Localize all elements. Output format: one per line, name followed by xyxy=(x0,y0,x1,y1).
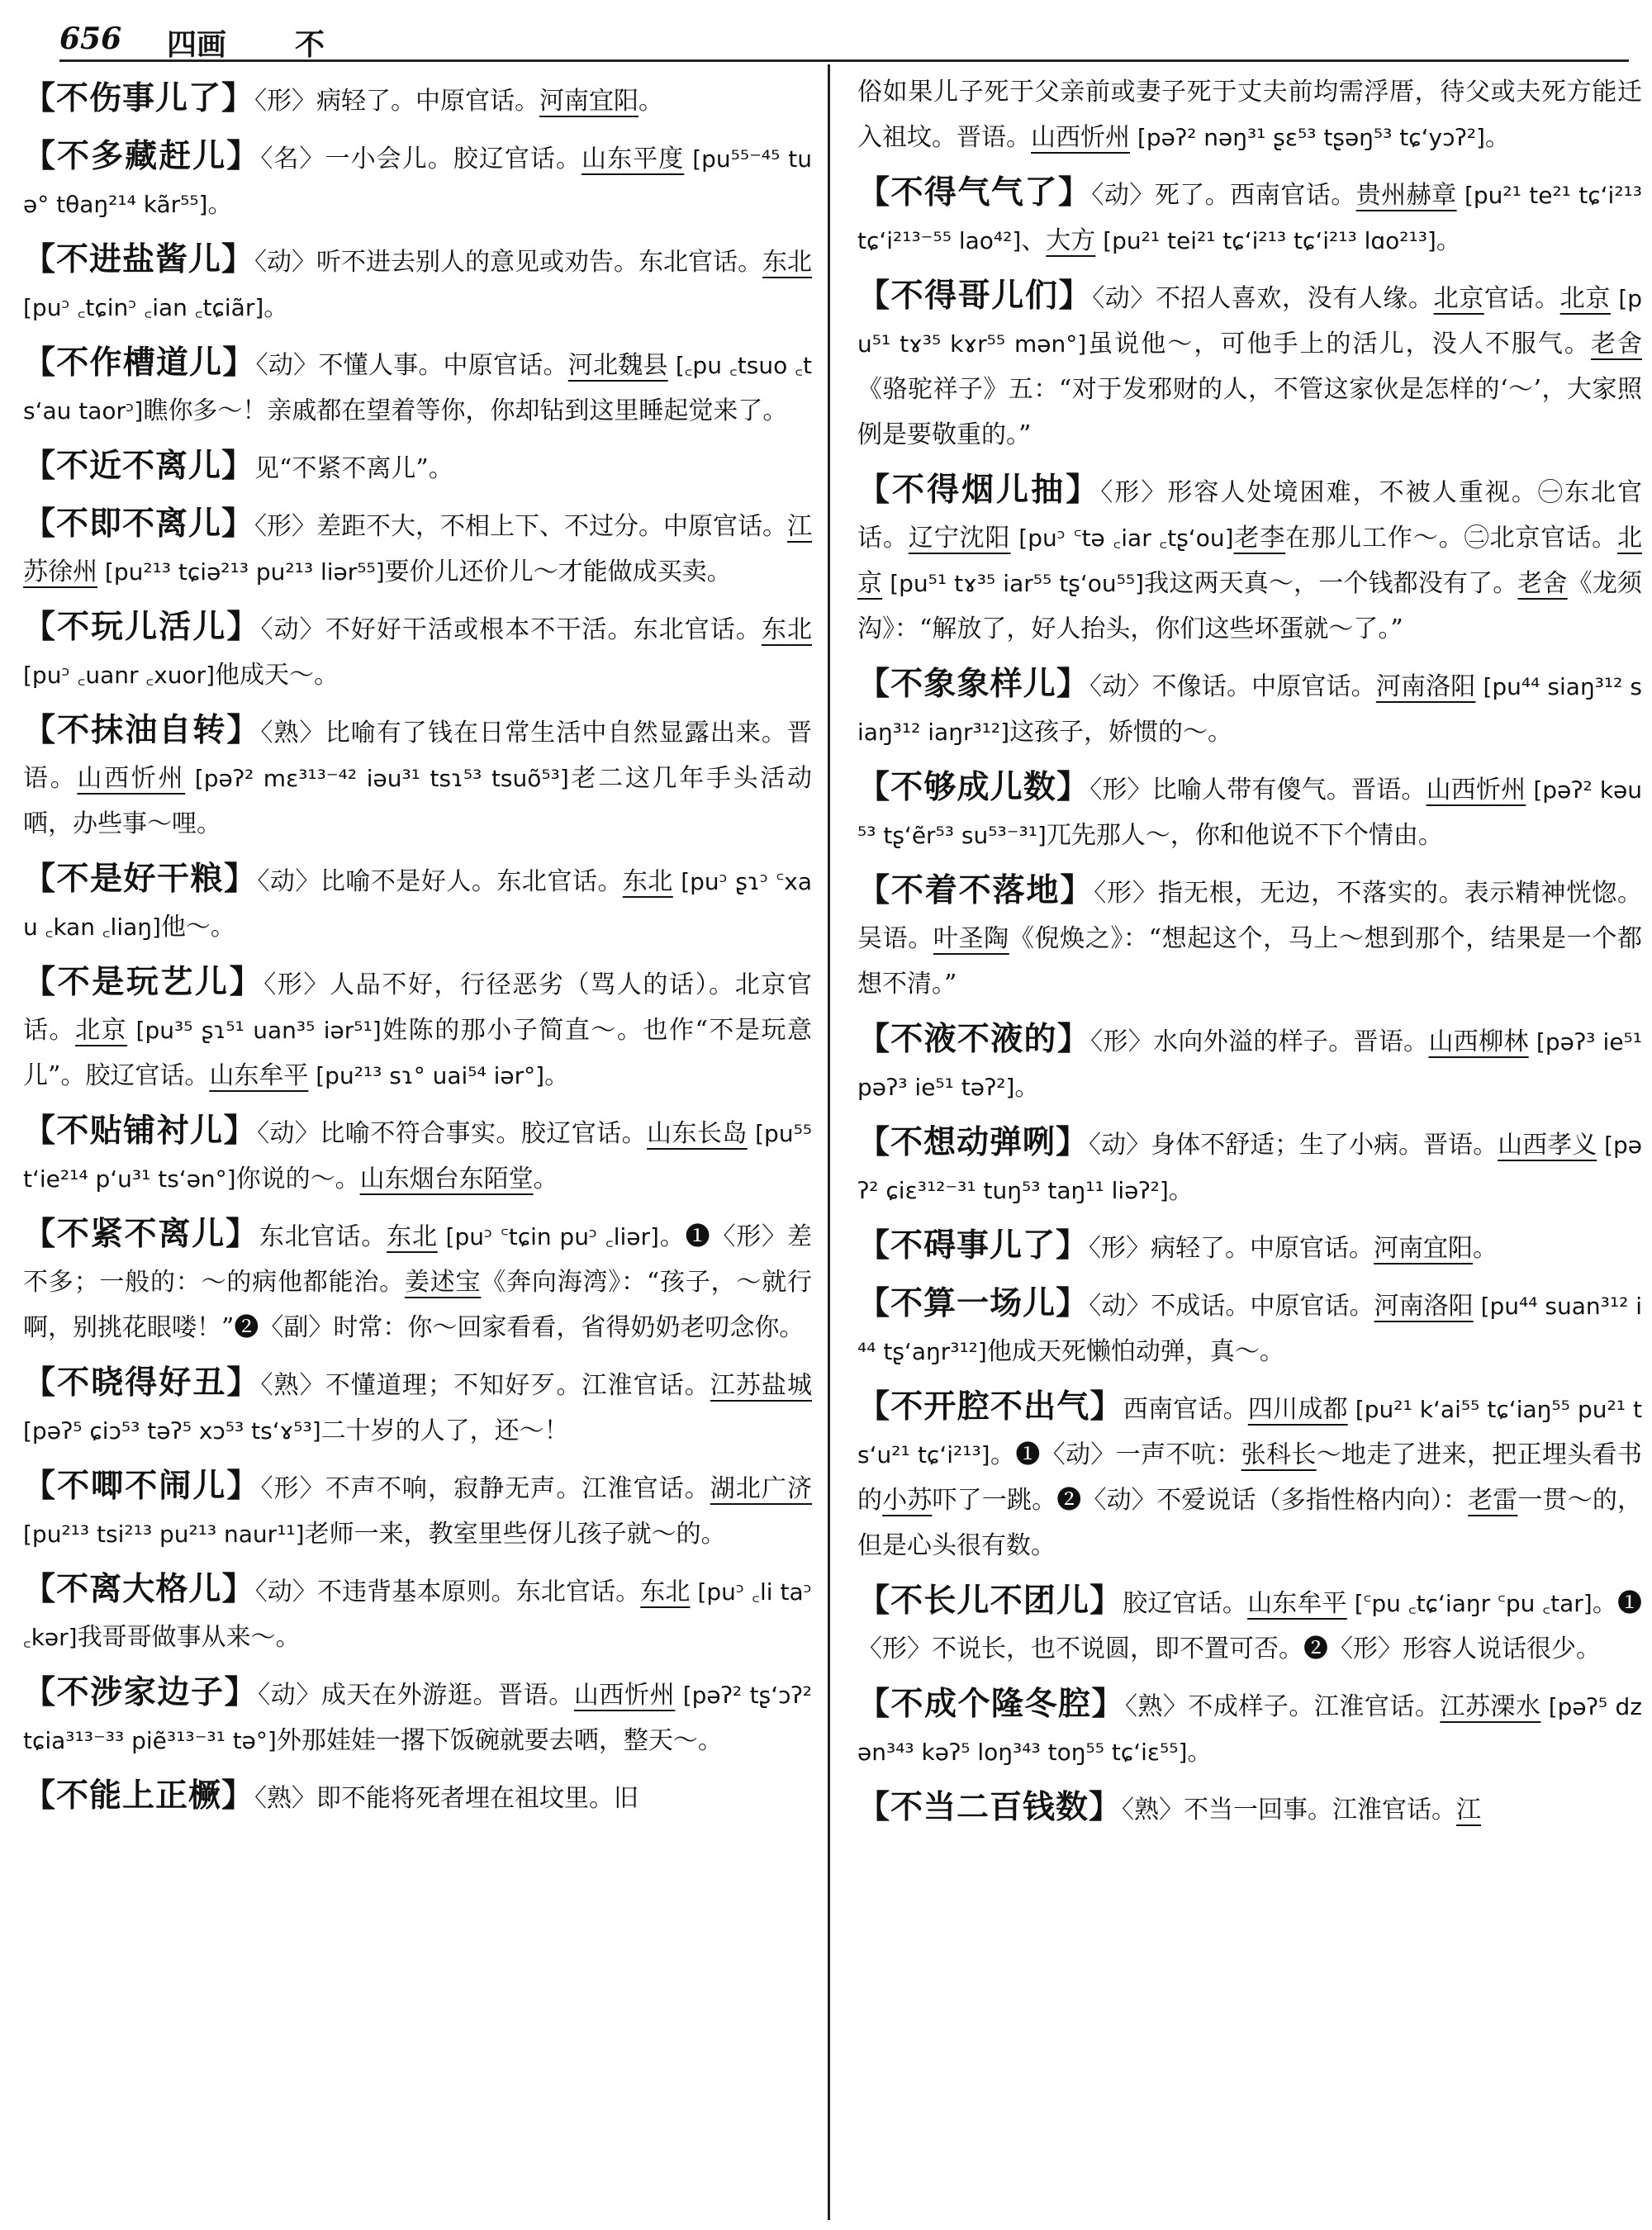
part-of-speech: 〈形〉 xyxy=(1090,1027,1154,1056)
dictionary-entry xyxy=(857,1384,1642,1568)
dictionary-entry xyxy=(23,501,812,595)
definition-text: 不好好干活或根本不干活。东北官话。 xyxy=(325,615,762,644)
pronunciation: [pəʔ² tʂ‘ɔʔ² tɕia³¹³⁻³³ piẽ³¹³⁻³¹ tə°] xyxy=(23,1682,812,1754)
pronunciation: [puᵓ ꜀tɕinᵓ ꜀ian ꜀tɕiãr] xyxy=(23,294,264,321)
dictionary-entry xyxy=(23,76,812,124)
definition-text: 一小会儿。胶辽官话。 xyxy=(325,145,582,173)
part-of-speech: 〈形〉 xyxy=(260,1474,325,1503)
entry-headword: 【不紧不离儿】 xyxy=(23,1215,259,1253)
dictionary-entry xyxy=(23,1360,812,1454)
example-text: 《龙须沟》：“解放了，好人抬头，你们这些坏蛋就～了。” xyxy=(857,569,1643,643)
dictionary-entry xyxy=(857,170,1642,263)
location-name: 辽宁沈阳 xyxy=(908,524,1011,553)
pronunciation: [pəʔ³ ie⁵¹ pəʔ³ ie⁵¹ təʔ²] xyxy=(857,1028,1642,1101)
example-text: 《倪焕之》：“想起这个，马上～想到那个，结果是一个都想不清。” xyxy=(857,924,1643,999)
example-text: 。 xyxy=(544,1061,570,1090)
entry-headword: 【不多藏赶儿】 xyxy=(23,137,261,175)
example-text: 。 xyxy=(1014,1073,1040,1102)
location-name: 江苏溧水 xyxy=(1440,1692,1541,1721)
example-text: 。 xyxy=(533,1165,558,1193)
location-name: 湖北广济 xyxy=(710,1474,812,1503)
location-name: 北京 xyxy=(75,1016,128,1045)
entry-headword: 【不晓得好丑】 xyxy=(23,1364,261,1402)
location-name: 北京 xyxy=(1433,284,1484,313)
example-text: 官话。 xyxy=(1483,284,1560,313)
definition-text: 不成话。中原官话。 xyxy=(1151,1292,1374,1321)
pronunciation: [puᵓ ꜀uanr ꜀xuor] xyxy=(23,662,216,689)
pronunciation: [pu²¹ tei²¹ tɕ‘i²¹³ tɕ‘i²¹³ lɑo²¹³] xyxy=(1095,227,1436,254)
location-name: 老舍 xyxy=(1590,330,1643,358)
dictionary-entry xyxy=(23,605,812,698)
example-text: 。 xyxy=(1484,123,1510,152)
entry-headword: 【不是玩艺儿】 xyxy=(23,963,264,1001)
definition-text: 比喻人带有傻气。晋语。 xyxy=(1151,776,1427,804)
location-name: 江 xyxy=(1456,1796,1482,1824)
pronunciation: [pu⁵¹ tɤ³⁵ kɤr⁵⁵ mən°] xyxy=(857,285,1643,358)
example-text: 你说的～。 xyxy=(235,1165,360,1193)
entry-headword: 【不液不液的】 xyxy=(857,1020,1091,1058)
pronunciation: [pu⁵⁵ t‘ie²¹⁴ p‘u³¹ ts‘ən°] xyxy=(23,1120,813,1193)
definition-text: 俗如果儿子死于父亲前或妻子死于丈夫前均需浮厝，待父或夫死方能迁入祖坟。晋语。 xyxy=(857,78,1642,152)
entry-headword: 【不得气气了】 xyxy=(857,173,1092,211)
dictionary-entry xyxy=(23,1212,812,1350)
pronunciation: [pu²¹³ sɿ° uai⁵⁴ iər°] xyxy=(308,1062,545,1089)
location-name: 北京 xyxy=(1559,284,1611,313)
pronunciation: [puᵓ ꜀li taᵓ ꜀kər] xyxy=(23,1578,812,1651)
definition-text: 死了。西南官话。 xyxy=(1154,181,1356,210)
definition-text: 胶辽官话。 xyxy=(1123,1589,1248,1618)
location-name: 大方 xyxy=(1046,226,1096,255)
dictionary-entry xyxy=(23,1108,812,1202)
definition-text: 比喻有了钱在日常生活中自然显露出来。晋语。 xyxy=(23,719,812,793)
part-of-speech: 〈动〉 xyxy=(1089,1131,1151,1160)
definition-text: 不声不响，寂静无声。江淮官话。 xyxy=(325,1474,710,1503)
part-of-speech: 〈动〉 xyxy=(1089,672,1152,701)
page-number: 656 xyxy=(59,21,122,56)
pronunciation: [puᵓ ꜂tɕin puᵓ ꜀liər] xyxy=(437,1223,659,1250)
definition-text: 即不能将死者埋在祖坟里。旧 xyxy=(316,1784,639,1813)
example-text: ～地走了进来，把正埋头看书的 xyxy=(857,1440,1643,1515)
pronunciation: [pu⁴⁴ siaŋ³¹² siaŋ³¹² iaŋr³¹²] xyxy=(857,673,1643,746)
definition-text: 病轻了。中原官话。 xyxy=(1151,1234,1374,1263)
example-text: 。 xyxy=(1168,1176,1194,1205)
location-name: 山西忻州 xyxy=(77,764,186,793)
entry-headword: 【不算一场儿】 xyxy=(857,1284,1089,1322)
entry-headword: 【不近不离儿】 xyxy=(23,447,255,485)
entry-headword: 【不着不落地】 xyxy=(857,871,1094,909)
location-name: 东北 xyxy=(761,615,813,644)
location-name: 东北 xyxy=(640,1578,691,1606)
example-text: 。 xyxy=(1473,1234,1498,1263)
part-of-speech: 〈熟〉 xyxy=(254,1784,317,1813)
pronunciation: [pu⁵¹ tɤ³⁵ iar⁵⁵ tʂ‘ou⁵⁵] xyxy=(882,570,1144,597)
definition-text: 病轻了。中原官话。 xyxy=(316,87,540,116)
definition-text: 东北官话。 xyxy=(259,1222,387,1251)
dictionary-entry xyxy=(23,1464,812,1557)
dictionary-entry xyxy=(857,1281,1642,1374)
definition-text: 西南官话。 xyxy=(1123,1395,1248,1424)
location-name: 老雷 xyxy=(1468,1486,1518,1515)
location-name: 东北 xyxy=(387,1222,438,1251)
part-of-speech: 〈动〉 xyxy=(257,1119,320,1148)
dictionary-entry xyxy=(857,69,1642,160)
example-text: 兀先那人～，你和他说不下个情由。 xyxy=(1046,821,1443,850)
definition-text: 形容人处境困难，不被人重视。㊀东北官话。 xyxy=(857,478,1642,553)
part-of-speech: 〈动〉 xyxy=(255,351,319,380)
pronunciation: [pəʔ² mɛ³¹³⁻⁴² iəu³¹ tsɿ⁵³ tsuõ⁵³] xyxy=(185,765,569,792)
definition-text: 水向外溢的样子。晋语。 xyxy=(1153,1027,1429,1056)
example-text: 外那娃娃一撂下饭碗就要去哂，整天～。 xyxy=(276,1726,723,1755)
definition-text: 差距不大，不相上下、不过分。中原官话。 xyxy=(316,512,788,541)
example-text: 他～。 xyxy=(160,913,235,942)
dictionary-entry xyxy=(23,960,812,1098)
part-of-speech: 〈熟〉 xyxy=(260,719,325,747)
entry-headword: 【不贴铺衬儿】 xyxy=(23,1112,258,1150)
part-of-speech: 〈动〉 xyxy=(258,1681,321,1710)
dictionary-entry xyxy=(857,765,1642,858)
definition-text: 不懂人事。中原官话。 xyxy=(318,351,568,380)
section-label: 四画 xyxy=(167,27,227,62)
page-header xyxy=(59,18,1629,62)
location-name: 山东牟平 xyxy=(209,1061,309,1090)
location-name: 贵州赫章 xyxy=(1355,181,1457,210)
entry-headword: 【不玩儿活儿】 xyxy=(23,608,261,646)
entry-headword: 【不够成儿数】 xyxy=(857,768,1090,806)
part-of-speech: 〈形〉 xyxy=(254,87,317,116)
dictionary-entry xyxy=(857,1017,1642,1110)
definition-text: 不当一回事。江淮官话。 xyxy=(1184,1796,1457,1824)
entry-headword: 【不伤事儿了】 xyxy=(23,79,255,117)
location-name: 山东烟台东陌堂 xyxy=(359,1165,534,1193)
pronunciation: [pu⁵⁵⁻⁴⁵ tuə° tθaŋ²¹⁴ kãr⁵⁵] xyxy=(23,145,812,218)
dictionary-entry xyxy=(857,662,1642,755)
example-text: 《骆驼祥子》五：“对于发邪财的人，不管这家伙是怎样的‘～’，大家照例是要敬重的。” xyxy=(857,375,1642,449)
definition-text: 身体不舒适；生了小病。晋语。 xyxy=(1151,1131,1498,1160)
part-of-speech: 〈动〉 xyxy=(1089,1292,1151,1321)
pronunciation: [puᵓ ꜂tə ꜀iar ꜀tʂ‘ou] xyxy=(1010,524,1234,552)
example-text: 。❶〈动〉一声不吭： xyxy=(990,1440,1241,1469)
location-name: 山西孝义 xyxy=(1498,1131,1597,1160)
location-name: 小苏 xyxy=(882,1486,933,1515)
example-text: 老师一来，教室里些伢儿孩子就～的。 xyxy=(304,1520,726,1549)
entry-headword: 【不涉家边子】 xyxy=(23,1673,259,1711)
index-character: 不 xyxy=(295,27,325,62)
example-text: 这孩子，娇惯的～。 xyxy=(1009,718,1233,747)
dictionary-entry xyxy=(23,340,812,434)
part-of-speech: 〈形〉 xyxy=(254,512,317,541)
dictionary-entry xyxy=(857,1120,1642,1213)
entry-headword: 【不得哥儿们】 xyxy=(857,277,1093,315)
pronunciation: [꜂pu ꜀tɕ‘iaŋr ꜂pu ꜀tar] xyxy=(1346,1590,1593,1617)
pronunciation: [pu⁴⁴ suan³¹² i⁴⁴ tʂ‘aŋr³¹²] xyxy=(857,1293,1643,1365)
part-of-speech: 〈动〉 xyxy=(1092,284,1156,313)
example-text: 。❶〈形〉差不多；一般的：～的病他都能治。 xyxy=(23,1222,812,1297)
example-text: 虽说他～，可他手上的活儿，没人不服气。 xyxy=(1086,330,1591,358)
pronunciation: [pu³⁵ ʂɿ⁵¹ uan³⁵ iər⁵¹] xyxy=(127,1017,382,1044)
dictionary-entry xyxy=(23,1567,812,1660)
definition-text: 不成样子。江淮官话。 xyxy=(1188,1692,1441,1721)
example-text: 。 xyxy=(638,87,664,116)
location-name: 北京 xyxy=(857,524,1643,598)
example-text: 。 xyxy=(1187,1738,1213,1767)
entry-headword: 【不成个隆冬腔】 xyxy=(857,1685,1125,1723)
location-name: 叶圣陶 xyxy=(933,924,1009,953)
part-of-speech: 〈形〉 xyxy=(1089,1234,1151,1263)
location-name: 山西忻州 xyxy=(573,1681,676,1710)
dictionary-entry xyxy=(857,1578,1642,1672)
definition-text: 比喻不符合事实。胶辽官话。 xyxy=(320,1119,648,1148)
dictionary-entry xyxy=(857,467,1642,652)
dictionary-entry xyxy=(23,134,812,227)
pronunciation: [pu²¹ k‘ai⁵⁵ tɕ‘iaŋ⁵⁵ pu²¹ ts‘u²¹ tɕ‘i²¹³] xyxy=(857,1396,1643,1468)
part-of-speech: 〈动〉 xyxy=(260,615,325,644)
location-name: 河北魏县 xyxy=(567,351,668,380)
dictionary-entry xyxy=(23,708,812,847)
dictionary-entry xyxy=(857,868,1642,1007)
definition-text: 听不进去别人的意见或劝告。东北官话。 xyxy=(316,248,763,277)
example-text: 二十岁的人了，还～！ xyxy=(320,1416,569,1445)
pronunciation: [puᵓ ʂɿᵓ ꜂xau ꜀kan ꜀liaŋ] xyxy=(23,868,812,941)
example-text: 一贯～的，但是心头很有数。 xyxy=(857,1486,1643,1560)
pronunciation: [pəʔ⁵ dzən³⁴³ kəʔ⁵ loŋ³⁴³ toŋ⁵⁵ tɕ‘iɛ⁵⁵] xyxy=(857,1693,1643,1766)
part-of-speech: 〈形〉 xyxy=(1094,879,1158,908)
entry-headword: 【不碍事儿了】 xyxy=(857,1226,1089,1264)
definition-text: 成天在外游逛。晋语。 xyxy=(320,1681,574,1710)
definition-text: 见“不紧不离儿”。 xyxy=(254,454,453,483)
example-text: 我这两天真～，一个钱都没有了。 xyxy=(1143,569,1518,598)
definition-text: 不违背基本原则。东北官话。 xyxy=(316,1578,641,1606)
entry-headword: 【不离大格儿】 xyxy=(23,1570,255,1608)
pronunciation: [pu²¹³ tsi²¹³ pu²¹³ naur¹¹] xyxy=(23,1521,305,1548)
pronunciation: [pu²¹³ tɕiə²¹³ pu²¹³ liər⁵⁵] xyxy=(97,558,385,586)
example-text: 在那儿工作～。㊁北京官话。 xyxy=(1285,524,1618,553)
location-name: 姜述宝 xyxy=(404,1268,482,1297)
pronunciation: [pəʔ² kəu⁵³ tʂ‘ẽr⁵³ su⁵³⁻³¹] xyxy=(857,776,1643,849)
location-name: 山东牟平 xyxy=(1247,1589,1347,1618)
pronunciation: [pəʔ² nəŋ³¹ ʂɛ⁵³ tʂəŋ⁵³ tɕ‘yɔʔ²] xyxy=(1130,124,1485,151)
location-name: 张科长 xyxy=(1241,1440,1317,1469)
example-text: 。 xyxy=(263,293,289,322)
pronunciation: [pəʔ⁵ ɕiɔ⁵³ təʔ⁵ xɔ⁵³ ts‘ɤ⁵³] xyxy=(23,1417,321,1445)
entry-headword: 【不想动弹咧】 xyxy=(857,1123,1089,1161)
dictionary-entry xyxy=(857,273,1642,458)
entry-headword: 【不作槽道儿】 xyxy=(23,344,256,382)
right-column xyxy=(857,76,1642,1843)
pronunciation: [pu²¹ te²¹ tɕ‘i²¹³ tɕ‘i²¹³⁻⁵⁵ lao⁴²] xyxy=(857,182,1643,254)
example-text: 瞧你多～！亲戚都在望着等你，你却钻到这里睡起觉来了。 xyxy=(143,396,788,425)
location-name: 河南宜阳 xyxy=(1374,1234,1474,1263)
dictionary-entry xyxy=(23,1670,812,1763)
example-text: 老二这几年手头活动哂，办些事～哩。 xyxy=(23,764,813,838)
part-of-speech: 〈形〉 xyxy=(1089,776,1152,804)
dictionary-entry xyxy=(23,237,812,330)
dictionary-entry xyxy=(857,1682,1642,1775)
definition-text: 不懂道理；不知好歹。江淮官话。 xyxy=(325,1371,710,1400)
location-name: 山西忻州 xyxy=(1031,123,1130,152)
entry-headword: 【不长儿不团儿】 xyxy=(857,1582,1123,1620)
example-text: 我哥哥做事从来～。 xyxy=(77,1623,301,1652)
entry-headword: 【不抹油自转】 xyxy=(23,711,261,749)
part-of-speech: 〈形〉 xyxy=(1100,478,1168,507)
location-name: 江苏徐州 xyxy=(23,512,813,586)
definition-text: 不像话。中原官话。 xyxy=(1151,672,1376,701)
location-name: 山西忻州 xyxy=(1426,776,1526,804)
example-text: 他成天死懒怕动弹，真～。 xyxy=(986,1337,1284,1366)
dictionary-entry xyxy=(23,444,812,491)
entry-headword: 【不当二百钱数】 xyxy=(857,1788,1123,1826)
part-of-speech: 〈动〉 xyxy=(257,867,320,896)
example-text: 、 xyxy=(1021,226,1047,255)
location-name: 河南宜阳 xyxy=(539,87,639,116)
example-text: 他成天～。 xyxy=(215,661,339,690)
pronunciation: [pəʔ² ɕiɛ³¹²⁻³¹ tuŋ⁵³ taŋ¹¹ liəʔ²] xyxy=(857,1132,1643,1204)
left-column xyxy=(23,76,812,1831)
part-of-speech: 〈名〉 xyxy=(260,145,325,173)
location-name: 山东平度 xyxy=(582,145,685,173)
location-name: 老舍 xyxy=(1517,569,1568,598)
pronunciation: [꜀pu ꜀tsuo ꜀ts‘au taorᵓ] xyxy=(23,352,813,425)
example-text: 姓陈的那小子简直～。也作“不是玩意儿”。胶辽官话。 xyxy=(23,1016,812,1090)
example-text: 要价儿还价儿～才能做成买卖。 xyxy=(384,558,732,586)
entry-headword: 【不得烟儿抽】 xyxy=(857,471,1101,509)
location-name: 东北 xyxy=(762,248,813,277)
location-name: 老李 xyxy=(1233,524,1286,553)
example-text: 。❶〈形〉不说长，也不说圆，即不置可否。❷〈形〉形容人说话很少。 xyxy=(857,1589,1643,1663)
location-name: 江苏盐城 xyxy=(710,1371,812,1400)
definition-text: 比喻不是好人。东北官话。 xyxy=(320,867,623,896)
entry-headword: 【不进盐酱儿】 xyxy=(23,240,255,278)
entry-headword: 【不能上正橛】 xyxy=(23,1777,255,1815)
example-text: 。 xyxy=(1436,226,1461,255)
entry-headword: 【不唧不闹儿】 xyxy=(23,1467,261,1505)
location-name: 河南洛阳 xyxy=(1375,672,1476,701)
dictionary-entry xyxy=(857,1785,1642,1833)
entry-headword: 【不是好干粮】 xyxy=(23,860,258,898)
entry-headword: 【不象象样儿】 xyxy=(857,665,1090,703)
part-of-speech: 〈熟〉 xyxy=(1122,1796,1184,1824)
location-name: 东北 xyxy=(622,867,673,896)
part-of-speech: 〈动〉 xyxy=(254,248,317,277)
part-of-speech: 〈动〉 xyxy=(254,1578,317,1606)
column-divider xyxy=(828,64,830,2220)
part-of-speech: 〈熟〉 xyxy=(1124,1692,1189,1721)
dictionary-entry xyxy=(857,1223,1642,1271)
definition-text: 不招人喜欢，没有人缘。 xyxy=(1156,284,1434,313)
definition-text: 人品不好，行径恶劣（骂人的话）。北京官话。 xyxy=(23,970,812,1045)
example-text: 吓了一跳。❷〈动〉不爱说话（多指性格内向）： xyxy=(932,1486,1469,1515)
entry-headword: 【不开腔不出气】 xyxy=(857,1388,1123,1426)
example-text: 。 xyxy=(207,190,233,219)
entry-headword: 【不即不离儿】 xyxy=(23,505,255,543)
definition-text: 指无根，无边，不落实的。表示精神恍惚。吴语。 xyxy=(857,879,1642,953)
dictionary-entry xyxy=(23,856,812,950)
location-name: 山西柳林 xyxy=(1428,1027,1529,1056)
location-name: 河南洛阳 xyxy=(1374,1292,1474,1321)
part-of-speech: 〈形〉 xyxy=(263,970,330,999)
example-text: 《奔向海湾》：“孩子，～就行啊，别挑花眼喽！”❷〈副〉时常：你～回家看看，省得奶奶老叨念你。 xyxy=(23,1268,813,1342)
location-name: 山东长岛 xyxy=(647,1119,748,1148)
dictionary-entry xyxy=(23,1773,812,1821)
part-of-speech: 〈动〉 xyxy=(1091,181,1155,210)
location-name: 四川成都 xyxy=(1247,1395,1348,1424)
part-of-speech: 〈熟〉 xyxy=(260,1371,325,1400)
